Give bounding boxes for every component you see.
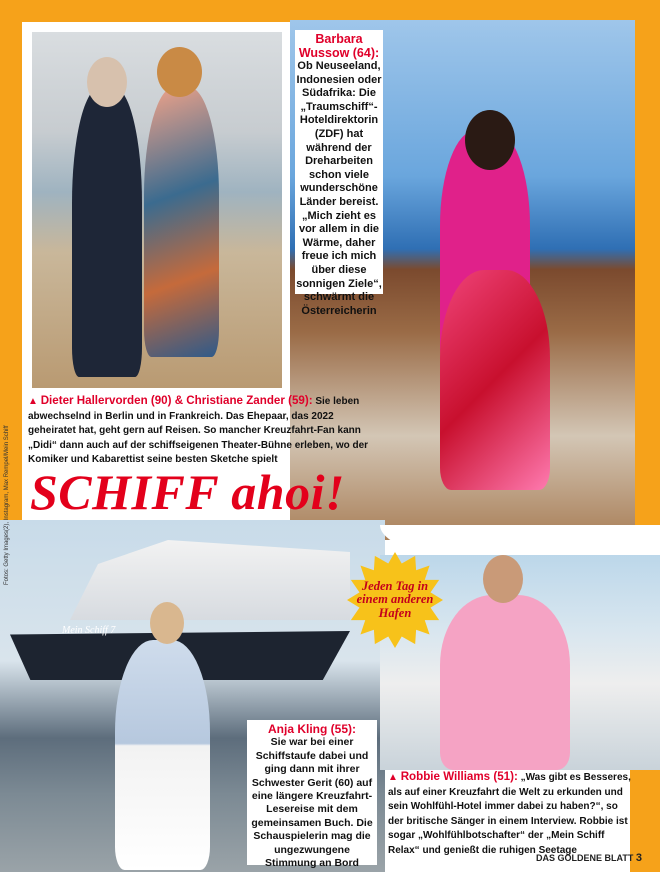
caption-anja [247,720,377,870]
robbie-head [483,555,523,603]
caption-robbie-name: Robbie Williams (51): [400,770,518,783]
ship-superstructure [70,540,350,620]
page-headline: SCHIFF ahoi! [30,464,345,520]
caption-barbara-text: Ob Neuseeland, Indonesien oder Südafrika: Die „Traumschiff“-Hoteldirektorin (ZDF) hat während der Dreharbeiten schon viele wunderschöne Länder bereist. „Mich zieht es vor allem in die Wärme, daher freue ich mich über diese sonnigen Ziele“, schwärmt die Österreicherin [296,60,382,317]
anja-head [150,602,184,644]
page-number: 3 [635,852,642,864]
barbara-head [465,110,515,170]
caption-dieter-name: Dieter Hallervorden (90) & Christiane Zander (59): [40,394,313,407]
dieter-figure [72,87,142,377]
triangle-up-icon: ▲ [388,772,398,783]
caption-anja-name: Anja Kling (55): [267,722,356,736]
photo-dieter-christiane [30,30,284,390]
magazine-name: DAS GOLDENE BLATT [536,853,634,863]
caption-robbie-text: „Was gibt es Besseres, als auf einer Kreuzfahrt die Welt zu erkunden und sein Wohlfühl-Hotel immer dabei zu haben?“, so der britische Sänger in einem Interview. Robbie ist sogar „Wohlfühlbotschafter“ der „Mein Schiff Relax“ und genießt die ruhigen Seetage [388,772,631,856]
anja-figure [115,640,210,870]
badge-text: Jeden Tag in einem anderen Hafen [356,578,434,620]
robbie-figure [440,595,570,770]
christiane-head [157,47,202,97]
orange-top-band [0,0,660,22]
caption-dieter-text: Sie leben abwechselnd in Berlin und in Frankreich. Das Ehepaar, das 2022 geheiratet hat, geht gern auf Reisen. So mancher Kreuzfahrt-Fan kann „Didi“ dann auch auf der schiffseigenen Theater-Bühne erleben, wo der Komiker und Kabarettist seine besten Sketche spielt [28,396,369,465]
caption-barbara [295,30,383,317]
triangle-up-icon: ▲ [28,396,38,407]
dieter-head [87,57,127,107]
christiane-figure [144,87,219,357]
caption-barbara-name: Barbara Wussow (64): [298,32,380,60]
caption-robbie [388,770,634,858]
page-footer [536,852,642,864]
ship-name-label: Mein Schiff 7 [62,625,116,636]
caption-dieter [28,394,373,468]
caption-anja-text: Sie war bei einer Schiffstaufe dabei und ging dann mit ihrer Schwester Gerit (60) auf eine längere Kreuzfahrt-Lesereise mit dem gemeinsamen Buch. Die Schauspielerin mag die ungezwungene Stimmung an Bord [251,736,373,870]
barbara-trousers [440,270,550,490]
photo-credits: Fotos: Getty Images(2), Instagram, Max Rempel/Mein Schiff [4,425,10,585]
